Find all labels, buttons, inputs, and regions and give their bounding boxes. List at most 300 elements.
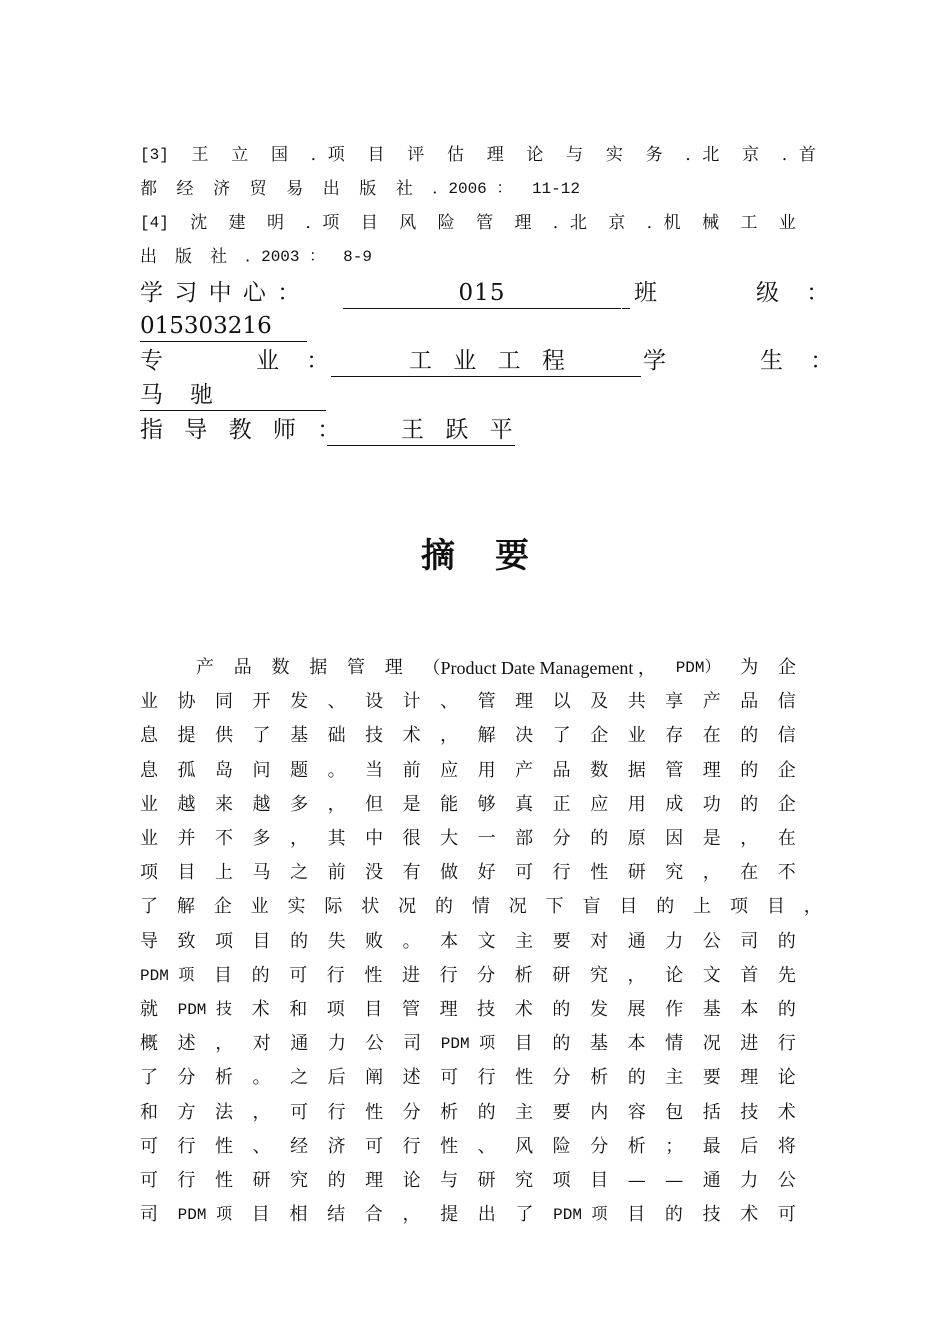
abstract-token: 来 xyxy=(215,794,234,815)
abstract-token: 公 xyxy=(365,1033,384,1054)
abstract-token: 研 xyxy=(477,1170,496,1191)
abstract-token: 述 xyxy=(177,1033,196,1054)
abstract-token: 产 xyxy=(515,760,534,781)
abstract-token: 目 xyxy=(627,1204,646,1225)
abstract-token: 行 xyxy=(477,1067,496,1088)
reference-token: 估 xyxy=(446,145,464,165)
reference-token: 实 xyxy=(605,145,623,165)
abstract-token: PDM 项 xyxy=(177,1206,233,1224)
abstract-token: 究 xyxy=(290,1170,309,1191)
abstract-token: 术 xyxy=(514,999,533,1020)
abstract-token: 管 xyxy=(347,657,365,678)
abstract-token: 可 xyxy=(440,1067,459,1088)
abstract-token: 行 xyxy=(327,1102,346,1123)
abstract-token: 论 xyxy=(777,1067,796,1088)
abstract-token: 析 xyxy=(590,1067,609,1088)
abstract-token: 目 xyxy=(590,1170,609,1191)
abstract-token: 提 xyxy=(440,1204,459,1225)
abstract-token: 目 xyxy=(177,862,196,883)
abstract-token: 行 xyxy=(402,1136,421,1157)
abstract-token: 息 xyxy=(140,760,158,781)
abstract-token: 开 xyxy=(252,691,271,712)
abstract-token: 究 xyxy=(515,1170,534,1191)
abstract-token: 包 xyxy=(665,1102,684,1123)
abstract-token: 失 xyxy=(327,931,346,952)
abstract-token: ， xyxy=(740,828,759,849)
abstract-token: 多 xyxy=(290,794,309,815)
abstract-token: 业 xyxy=(140,691,158,712)
abstract-token: 业 xyxy=(627,725,646,746)
abstract-token: 情 xyxy=(471,896,490,917)
abstract-token: 技 xyxy=(365,725,384,746)
abstract-token: 和 xyxy=(140,1102,158,1123)
abstract-token: 好 xyxy=(477,862,496,883)
abstract-token: 就 xyxy=(140,999,158,1020)
abstract-token: 技 xyxy=(740,1102,759,1123)
reference-token: 版 xyxy=(175,247,193,267)
abstract-token: 理 xyxy=(439,999,458,1020)
abstract-token: 项 xyxy=(552,1170,571,1191)
abstract-line xyxy=(140,723,796,749)
abstract-token: 容 xyxy=(627,1102,646,1123)
reference-token: ．2003 ： xyxy=(245,248,326,266)
abstract-token: 提 xyxy=(177,725,196,746)
abstract-token: 企 xyxy=(213,896,232,917)
reference-token: 王 xyxy=(191,145,209,165)
abstract-line xyxy=(140,1031,796,1057)
abstract-token: — xyxy=(627,1170,646,1191)
abstract-token: ， xyxy=(627,965,646,986)
abstract-token: 先 xyxy=(777,965,796,986)
reference-token: 建 xyxy=(228,213,246,233)
abstract-token: 结 xyxy=(327,1204,346,1225)
abstract-token: 分 xyxy=(552,1067,571,1088)
abstract-token: 的 xyxy=(740,794,759,815)
abstract-token: 理 xyxy=(384,657,403,678)
abstract-token: 目 xyxy=(766,896,785,917)
major-value-text: 工 业 工 程 xyxy=(409,348,572,374)
major-value xyxy=(331,346,641,377)
abstract-token: 析 xyxy=(514,965,533,986)
abstract-token: 、 xyxy=(327,691,346,712)
underline-tail xyxy=(622,278,630,309)
abstract-token: 了 xyxy=(140,896,158,917)
advisor-value xyxy=(327,415,520,446)
abstract-token: 行 xyxy=(777,1033,796,1054)
abstract-token: 理 xyxy=(740,1067,759,1088)
abstract-token: 要 xyxy=(552,1102,571,1123)
abstract-token: 够 xyxy=(477,794,496,815)
abstract-token: 研 xyxy=(252,1170,271,1191)
abstract-token: 技 xyxy=(477,999,496,1020)
abstract-token: 在 xyxy=(740,862,759,883)
abstract-token: 的 xyxy=(627,1067,646,1088)
study-center-label: 学 习 中 心 ： xyxy=(140,280,303,306)
abstract-line xyxy=(140,929,796,955)
abstract-token: 主 xyxy=(665,1067,684,1088)
abstract-token: 的 xyxy=(740,760,759,781)
abstract-token: 业 xyxy=(250,896,269,917)
abstract-token: ， xyxy=(290,828,309,849)
abstract-token: 司 xyxy=(140,1204,158,1225)
student-label-2: 生 ： xyxy=(760,348,844,374)
abstract-token: 了 xyxy=(515,1204,534,1225)
reference-token: 目 xyxy=(367,145,385,165)
abstract-token: ， xyxy=(702,862,721,883)
abstract-token: 致 xyxy=(177,931,196,952)
abstract-token: 同 xyxy=(215,691,234,712)
abstract-token: 基 xyxy=(290,725,309,746)
abstract-token: 可 xyxy=(365,1136,384,1157)
abstract-token: 的 xyxy=(552,1033,571,1054)
reference-token: 目 xyxy=(360,213,378,233)
abstract-token: 原 xyxy=(627,828,646,849)
abstract-token: 目 xyxy=(514,1033,533,1054)
abstract-token: PDM 项 xyxy=(553,1206,608,1224)
abstract-token: 可 xyxy=(290,1102,309,1123)
abstract-token: 论 xyxy=(665,965,684,986)
abstract-token: 题 xyxy=(290,760,309,781)
abstract-token: 正 xyxy=(552,794,571,815)
abstract-token: 协 xyxy=(177,691,196,712)
abstract-token: （Product Date Management ， xyxy=(422,658,656,678)
abstract-token: 真 xyxy=(515,794,534,815)
abstract-token: 盲 xyxy=(582,896,601,917)
abstract-token: 的 xyxy=(327,1170,346,1191)
abstract-token: 业 xyxy=(140,828,158,849)
abstract-token: 本 xyxy=(740,999,759,1020)
reference-token: 务 xyxy=(645,145,663,165)
abstract-token: 功 xyxy=(702,794,721,815)
abstract-token: 大 xyxy=(440,828,459,849)
abstract-line xyxy=(140,997,796,1023)
reference-token: 明 xyxy=(267,213,285,233)
abstract-token: 性 xyxy=(364,965,383,986)
reference-token: 社 xyxy=(395,179,413,199)
abstract-token: 术 xyxy=(777,1102,796,1123)
abstract-token: 为 xyxy=(740,657,759,678)
abstract-token: 技 xyxy=(702,1204,721,1225)
abstract-token: 行 xyxy=(177,1136,196,1157)
abstract-token: 通 xyxy=(702,1170,721,1191)
abstract-token: 可 xyxy=(140,1170,158,1191)
reference-token: [4] xyxy=(140,214,169,232)
abstract-token: 与 xyxy=(440,1170,459,1191)
abstract-token: 企 xyxy=(777,794,796,815)
abstract-token: 目 xyxy=(619,896,638,917)
abstract-token: 性 xyxy=(215,1136,234,1157)
abstract-token: 很 xyxy=(402,828,421,849)
abstract-token: 在 xyxy=(702,725,721,746)
abstract-token: 分 xyxy=(552,828,571,849)
abstract-token: 岛 xyxy=(215,760,234,781)
abstract-token: 可 xyxy=(515,862,534,883)
reference-token: [3] xyxy=(140,146,169,164)
abstract-token: 性 xyxy=(440,1136,459,1157)
reference-token: 贸 xyxy=(249,179,267,199)
abstract-token: 论 xyxy=(402,1170,421,1191)
abstract-token: 理 xyxy=(365,1170,384,1191)
abstract-token: 应 xyxy=(440,760,459,781)
abstract-token: 性 xyxy=(590,862,609,883)
abstract-line xyxy=(140,1134,796,1160)
abstract-token: 述 xyxy=(402,1067,421,1088)
reference-token: 易 xyxy=(286,179,304,199)
abstract-token: 分 xyxy=(402,1102,421,1123)
abstract-token: 发 xyxy=(589,999,608,1020)
abstract-token: 法 xyxy=(215,1102,234,1123)
abstract-token: 项 xyxy=(326,999,345,1020)
abstract-token: 析 xyxy=(440,1102,459,1123)
abstract-token: 在 xyxy=(777,828,796,849)
reference-token: 11-12 xyxy=(531,180,580,198)
abstract-token: 是 xyxy=(402,794,421,815)
reference-token: 8-9 xyxy=(343,248,372,266)
reference-token: ．2006 ： xyxy=(432,180,513,198)
abstract-token: 要 xyxy=(552,931,571,952)
abstract-token: 解 xyxy=(477,725,496,746)
abstract-token: 况 xyxy=(508,896,527,917)
abstract-token: 研 xyxy=(552,965,571,986)
abstract-token: 中 xyxy=(365,828,384,849)
abstract-token: 败 xyxy=(365,931,384,952)
abstract-token: 本 xyxy=(440,931,459,952)
reference-token: 出 xyxy=(322,179,340,199)
abstract-token: 有 xyxy=(402,862,421,883)
abstract-token: 通 xyxy=(290,1033,309,1054)
abstract-token: PDM） xyxy=(675,659,721,677)
abstract-token: 理 xyxy=(702,760,721,781)
abstract-token: 析 xyxy=(627,1136,646,1157)
abstract-token: 及 xyxy=(590,691,609,712)
reference-token: 论 xyxy=(526,145,544,165)
abstract-token: 力 xyxy=(327,1033,346,1054)
abstract-token: 首 xyxy=(740,965,759,986)
abstract-token: PDM 技 xyxy=(177,1001,233,1019)
abstract-token: 的 xyxy=(740,725,759,746)
reference-token: ．北 xyxy=(552,213,587,233)
abstract-token: 应 xyxy=(590,794,609,815)
abstract-line xyxy=(140,1168,796,1194)
abstract-token: 基 xyxy=(589,1033,608,1054)
abstract-line xyxy=(140,1065,796,1091)
advisor-value-text: 王 跃 平 xyxy=(401,417,520,443)
abstract-token: 状 xyxy=(361,896,380,917)
abstract-token: 企 xyxy=(778,657,796,678)
abstract-token: 据 xyxy=(627,760,646,781)
abstract-token: PDM 项 xyxy=(440,1035,496,1053)
reference-token: 都 xyxy=(140,179,157,199)
abstract-token: 公 xyxy=(777,1170,796,1191)
abstract-token: ， xyxy=(215,1033,234,1054)
abstract-token: 项 xyxy=(730,896,748,917)
abstract-token: 目 xyxy=(252,931,271,952)
class-label: 班 xyxy=(634,280,657,306)
abstract-token: 目 xyxy=(251,1204,270,1225)
abstract-token: 前 xyxy=(327,862,346,883)
abstract-token: 内 xyxy=(590,1102,609,1123)
abstract-token: 并 xyxy=(177,828,196,849)
abstract-token: 方 xyxy=(177,1102,196,1123)
abstract-token: 存 xyxy=(665,725,684,746)
class-value: 015303216 xyxy=(140,311,307,342)
abstract-token: ； xyxy=(665,1136,684,1157)
abstract-token: 行 xyxy=(552,862,571,883)
advisor-label: 指 导 教 师 ： xyxy=(140,417,348,443)
abstract-token: 越 xyxy=(252,794,271,815)
abstract-token: 目 xyxy=(364,999,383,1020)
reference-token: 管 xyxy=(476,213,494,233)
abstract-token: 后 xyxy=(740,1136,759,1157)
abstract-token: 数 xyxy=(590,760,609,781)
abstract-token: 的 xyxy=(435,896,453,917)
abstract-token: 究 xyxy=(665,862,684,883)
reference-token: 社 xyxy=(210,247,228,267)
abstract-token: 进 xyxy=(401,965,420,986)
abstract-token: 信 xyxy=(777,725,796,746)
abstract-token: 要 xyxy=(702,1067,721,1088)
abstract-token: 能 xyxy=(440,794,459,815)
abstract-token: 项 xyxy=(215,931,234,952)
abstract-token: 险 xyxy=(552,1136,571,1157)
abstract-token: 当 xyxy=(365,760,384,781)
abstract-token: 出 xyxy=(477,1204,496,1225)
abstract-token: 力 xyxy=(665,931,684,952)
abstract-token: 。 xyxy=(252,1067,271,1088)
reference-token: 国 xyxy=(271,145,289,165)
abstract-token: 产 xyxy=(702,691,721,712)
abstract-token: 不 xyxy=(215,828,234,849)
reference-4-line-1 xyxy=(140,211,796,235)
abstract-token: 多 xyxy=(252,828,271,849)
abstract-token: 文 xyxy=(477,931,496,952)
abstract-line xyxy=(140,689,796,715)
abstract-token: 问 xyxy=(252,760,271,781)
abstract-token: 的 xyxy=(290,931,309,952)
abstract-token: 企 xyxy=(777,760,796,781)
abstract-token: 究 xyxy=(589,965,608,986)
abstract-token: 的 xyxy=(777,999,796,1020)
abstract-token: 据 xyxy=(309,657,328,678)
abstract-token: 对 xyxy=(590,931,609,952)
abstract-token: 作 xyxy=(665,999,684,1020)
reference-3-line-2 xyxy=(140,177,580,201)
abstract-token: 了 xyxy=(140,1067,158,1088)
reference-token: 与 xyxy=(566,145,584,165)
abstract-token: ， xyxy=(803,896,822,917)
abstract-token: 性 xyxy=(215,1170,234,1191)
abstract-token: 共 xyxy=(627,691,646,712)
abstract-token: 设 xyxy=(365,691,384,712)
abstract-token: 成 xyxy=(665,794,684,815)
abstract-token: 用 xyxy=(627,794,646,815)
abstract-token: 术 xyxy=(402,725,421,746)
abstract-token: 的 xyxy=(552,999,571,1020)
abstract-token: 之 xyxy=(290,862,309,883)
abstract-token: 部 xyxy=(515,828,534,849)
abstract-token: 的 xyxy=(251,965,270,986)
abstract-line xyxy=(140,1202,796,1228)
abstract-token: ， xyxy=(402,1204,421,1225)
student-label: 学 xyxy=(643,348,666,374)
abstract-line xyxy=(140,1100,796,1126)
abstract-token: 项 xyxy=(140,862,158,883)
reference-token: ．项 xyxy=(305,213,340,233)
abstract-token: 产 xyxy=(196,657,214,678)
abstract-token: 发 xyxy=(290,691,309,712)
abstract-token: 了 xyxy=(552,725,571,746)
reference-token: 理 xyxy=(486,145,504,165)
abstract-token: 况 xyxy=(702,1033,721,1054)
abstract-token: 做 xyxy=(440,862,459,883)
abstract-token: 行 xyxy=(326,965,345,986)
student-value: 马 驰 xyxy=(140,380,326,411)
abstract-token: 、 xyxy=(252,1136,271,1157)
reference-token: 济 xyxy=(213,179,231,199)
abstract-token: 析 xyxy=(215,1067,234,1088)
abstract-token: 信 xyxy=(777,691,796,712)
abstract-token: 性 xyxy=(515,1067,534,1088)
abstract-token: 文 xyxy=(702,965,721,986)
abstract-token: 进 xyxy=(740,1033,759,1054)
abstract-token: 是 xyxy=(702,828,721,849)
abstract-token: 行 xyxy=(439,965,458,986)
abstract-token: 础 xyxy=(327,725,346,746)
abstract-token: ， xyxy=(252,1102,271,1123)
abstract-token: 基 xyxy=(702,999,721,1020)
abstract-token: 越 xyxy=(177,794,196,815)
abstract-token: 后 xyxy=(327,1067,346,1088)
abstract-token: 的 xyxy=(590,828,609,849)
abstract-token: 主 xyxy=(515,931,534,952)
abstract-token: 对 xyxy=(252,1033,271,1054)
abstract-token: 济 xyxy=(327,1136,346,1157)
abstract-token: 性 xyxy=(365,1102,384,1123)
abstract-token: 可 xyxy=(140,1136,158,1157)
abstract-token: 风 xyxy=(515,1136,534,1157)
abstract-token: 品 xyxy=(740,691,759,712)
abstract-token: 实 xyxy=(287,896,306,917)
abstract-line xyxy=(140,860,796,886)
abstract-token: 息 xyxy=(140,725,158,746)
abstract-token: 。 xyxy=(327,760,346,781)
abstract-token: 行 xyxy=(177,1170,196,1191)
abstract-token: 分 xyxy=(177,1067,196,1088)
abstract-token: 阐 xyxy=(365,1067,384,1088)
reference-token: ．北 xyxy=(685,145,720,165)
abstract-token: 前 xyxy=(402,760,421,781)
abstract-token: 的 xyxy=(477,1102,496,1123)
abstract-token: 况 xyxy=(398,896,417,917)
abstract-token: 品 xyxy=(233,657,252,678)
abstract-token: 业 xyxy=(140,794,158,815)
abstract-token: 决 xyxy=(515,725,534,746)
abstract-token: 主 xyxy=(515,1102,534,1123)
abstract-token: 司 xyxy=(740,931,759,952)
abstract-token: 不 xyxy=(777,862,796,883)
abstract-token: 、 xyxy=(477,1136,496,1157)
abstract-token: 、 xyxy=(440,691,459,712)
abstract-token: 孤 xyxy=(177,760,196,781)
reference-3-line-1 xyxy=(140,143,816,167)
abstract-line xyxy=(140,792,796,818)
abstract-token: 理 xyxy=(515,691,534,712)
abstract-line xyxy=(140,758,796,784)
abstract-token: ， xyxy=(327,794,346,815)
abstract-token: 上 xyxy=(215,862,234,883)
abstract-token: 管 xyxy=(477,691,496,712)
abstract-token: 但 xyxy=(365,794,384,815)
